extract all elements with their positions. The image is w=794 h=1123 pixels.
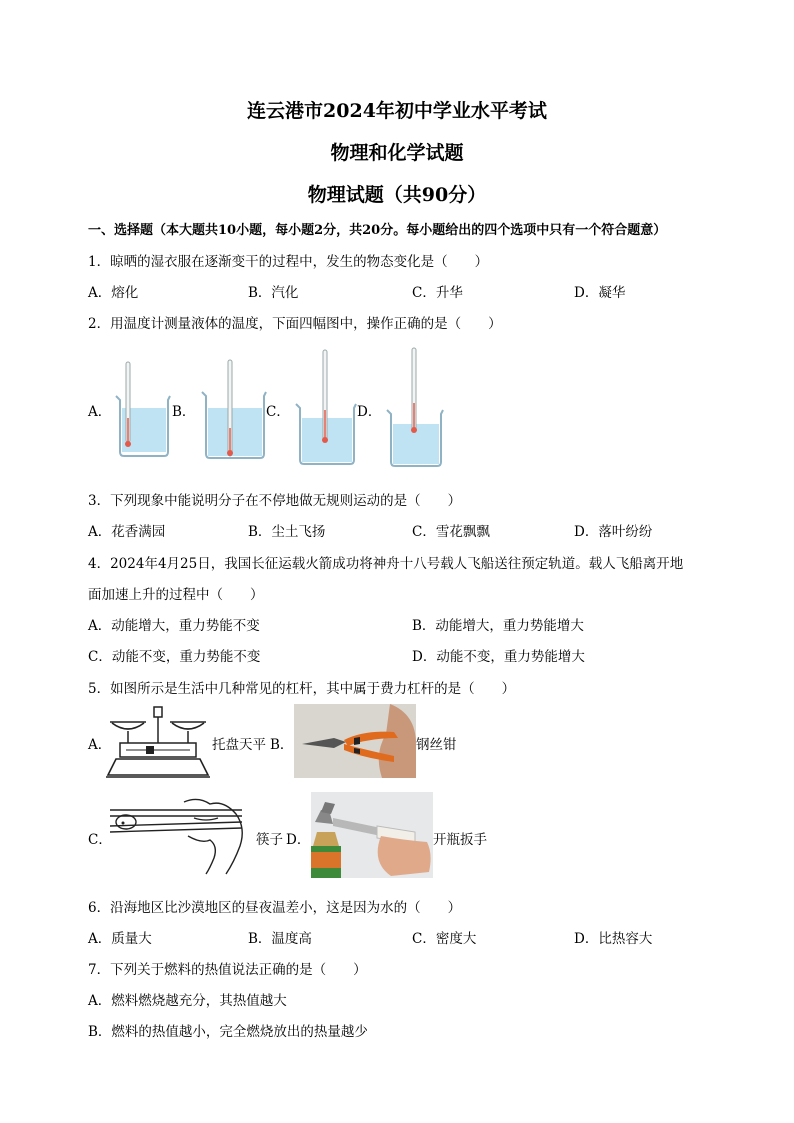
q6-option-d[interactable]: D．比热容大 <box>574 931 653 947</box>
q3-option-d[interactable]: D．落叶纷纷 <box>574 524 653 540</box>
q6-option-c[interactable]: C．密度大 <box>412 931 477 947</box>
q2-label-b[interactable]: B． <box>172 404 196 420</box>
q1-option-b[interactable]: B．汽化 <box>248 285 299 301</box>
q2-label-a[interactable]: A． <box>88 404 112 420</box>
question-4-line2: 面加速上升的过程中（ ） <box>88 587 264 603</box>
q4-option-d[interactable]: D．动能不变，重力势能增大 <box>412 649 585 665</box>
bottle-opener-photo <box>311 792 433 878</box>
beaker-a-figure <box>112 358 172 458</box>
beaker-d-figure <box>385 348 445 470</box>
q5-label-b[interactable]: B． <box>270 737 294 753</box>
section-title: 物理试题（共90分） <box>307 184 487 206</box>
q7-option-b[interactable]: B．燃料的热值越小，完全燃烧放出的热量越少 <box>88 1024 368 1040</box>
balance-scale-figure <box>106 703 210 779</box>
q3-option-b[interactable]: B．尘土飞扬 <box>248 524 326 540</box>
question-1: 1．晾晒的湿衣服在逐渐变干的过程中，发生的物态变化是（ ） <box>88 254 489 270</box>
q5-label-c[interactable]: C． <box>88 832 112 848</box>
q6-option-a[interactable]: A．质量大 <box>88 931 152 947</box>
question-3: 3．下列现象中能说明分子在不停地做无规则运动的是（ ） <box>88 493 462 509</box>
question-6: 6．沿海地区比沙漠地区的昼夜温差小，这是因为水的（ ） <box>88 900 462 916</box>
question-5: 5．如图所示是生活中几种常见的杠杆，其中属于费力杠杆的是（ ） <box>88 681 516 697</box>
q1-option-d[interactable]: D．凝华 <box>574 285 626 301</box>
question-2: 2．用温度计测量液体的温度，下面四幅图中，操作正确的是（ ） <box>88 316 502 332</box>
q4-option-c[interactable]: C．动能不变，重力势能不变 <box>88 649 261 665</box>
beaker-b-figure <box>200 358 270 463</box>
q2-label-d[interactable]: D． <box>357 404 382 420</box>
question-7: 7．下列关于燃料的热值说法正确的是（ ） <box>88 962 367 978</box>
q6-option-b[interactable]: B．温度高 <box>248 931 312 947</box>
q3-option-a[interactable]: A．花香满园 <box>88 524 166 540</box>
exam-subtitle: 物理和化学试题 <box>330 142 464 164</box>
q1-option-c[interactable]: C．升华 <box>412 285 463 301</box>
q5-caption-a: 托盘天平 <box>212 737 266 753</box>
q4-option-a[interactable]: A．动能增大，重力势能不变 <box>88 618 260 634</box>
q5-caption-c: 筷子 <box>256 832 283 848</box>
chopsticks-figure <box>106 796 256 876</box>
q1-option-a[interactable]: A．熔化 <box>88 285 139 301</box>
q5-label-d[interactable]: D． <box>286 832 311 848</box>
exam-title: 连云港市2024年初中学业水平考试 <box>247 100 547 122</box>
q5-label-a[interactable]: A． <box>88 737 112 753</box>
q5-caption-b: 钢丝钳 <box>416 737 457 753</box>
q3-option-c[interactable]: C．雪花飘飘 <box>412 524 490 540</box>
beaker-c-figure <box>294 350 359 468</box>
q4-option-b[interactable]: B．动能增大，重力势能增大 <box>412 618 584 634</box>
q2-label-c[interactable]: C． <box>266 404 290 420</box>
q5-caption-d: 开瓶扳手 <box>433 832 487 848</box>
question-4-line1: 4．2024年4月25日，我国长征运载火箭成功将神舟十八号载人飞船送往预定轨道。载人飞船离开地 <box>88 556 684 572</box>
section-heading: 一、选择题（本大题共10小题，每小题2分，共20分。每小题给出的四个选项中只有一个符合题意） <box>88 223 667 238</box>
pliers-photo <box>294 704 416 778</box>
q7-option-a[interactable]: A．燃料燃烧越充分，其热值越大 <box>88 993 287 1009</box>
